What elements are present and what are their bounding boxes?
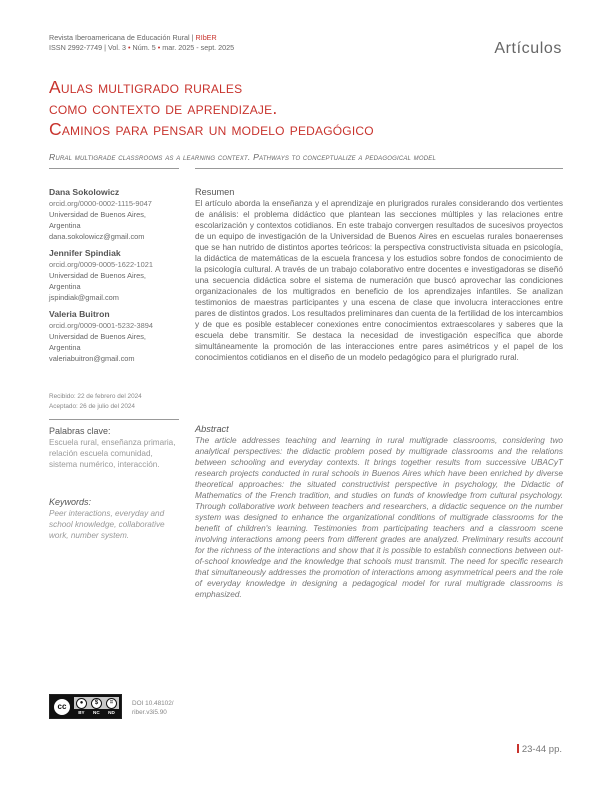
noncommercial-icon: $ (91, 698, 102, 709)
divider-left (49, 168, 179, 169)
author-name: Dana Sokolowicz (49, 187, 120, 197)
page-range-marker (517, 744, 519, 753)
author-country: Argentina (49, 282, 81, 291)
keywords-text: Peer interactions, everyday and school knowledge, collaborative work, number system. (49, 509, 165, 540)
by-label: BY (78, 710, 85, 715)
journal-issue: ISSN 2992-7749 | Vol. 3 • Núm. 5 • mar. 2025 - sept. 2025 (49, 43, 235, 52)
journal-abbr: RIbER (195, 33, 217, 42)
author-country: Argentina (49, 343, 81, 352)
author-country: Argentina (49, 221, 81, 230)
abstract-heading: Resumen (195, 187, 235, 197)
author-name: Valeria Buitron (49, 309, 110, 319)
divider-dates (49, 419, 179, 420)
author-email[interactable]: dana.sokolowicz@gmail.com (49, 232, 145, 241)
doi[interactable]: DOI 10.48102/ riber.v3i5.90 (132, 700, 174, 716)
page-range: 23-44 pp. (517, 744, 562, 755)
author-orcid-link[interactable]: orcid.org/0000-0002-1115-9047 (49, 199, 152, 208)
author-orcid-link[interactable]: orcid.org/0009-0005-1622-1021 (49, 260, 153, 269)
keywords-text: Escuela rural, enseñanza primaria, relación escuela comunidad, sistema numérico, interacción. (49, 438, 176, 469)
creative-commons-badge[interactable] (49, 694, 122, 719)
nc-label: NC (93, 710, 100, 715)
nd-label: ND (108, 710, 115, 715)
abstract-text: The article addresses teaching and learning in rural multigrade classrooms, considering two analytical perspectives: the didactic problem posed by multigrade classrooms and the relations between schooling and everyday contexts. It brings together results from successive UBACyT research projects conducted in rural schools in Buenos Aires which have been enriched by diverse theoretical approaches: the situated constructivist perspective in psychology, the Didactic of Mathematics of the French tradition, and studies on funds of knowledge from cultural psychology. Through collaborative work between teachers and researchers, a didactic sequence on the number system was designed to enhance the organizational conditions of multigrade classrooms for the benefit of children's learning. Testimonies from participating teachers and a classroom scene involving interactions among peers from different grades are analyzed. Preliminary results account for the richness of the interactions and show that it is possible to establish connections between out-of-school knowledge and the knowledge that schools must transmit. The need for specific research that simultaneously addresses the promotion of interactions among asymmetrical peers and the role of everyday knowledge in designing a pedagogical model for rural multigrade classrooms is emphasized. (195, 436, 563, 599)
author-affiliation: Universidad de Buenos Aires, (49, 271, 146, 280)
author-affiliation: Universidad de Buenos Aires, (49, 210, 146, 219)
abstract-spanish (195, 186, 563, 363)
keywords-english (49, 497, 179, 541)
author-affiliation: Universidad de Buenos Aires, (49, 332, 146, 341)
keywords-heading: Keywords: (49, 497, 92, 507)
journal-name: Revista Iberoamericana de Educación Rural | RIbER (49, 33, 217, 42)
author-entry (49, 247, 189, 303)
author-name: Jennifer Spindiak (49, 248, 121, 258)
abstract-text: El artículo aborda la enseñanza y el aprendizaje en plurigrados rurales considerando dos vertientes de análisis: el problema didáctico que plantean las secciones múltiples y las relaciones entre escolarización y contextos cotidianos. En este trabajo convergen resultados de sucesivos proyectos de un equipo de investigación de la Universidad de Buenos Aires en escuelas rurales bonaerenses que se han nutrido de distintos aportes teóricos: la perspectiva constructivista situada en psicología, la didáctica de matemáticas de la escuela francesa y los estudios sobre fondos de conocimiento de la psicología cultural. A través de un trabajo colaborativo entre docentes e investigadoras se diseñó una secuencia didáctica sobre el sistema de numeración que buscó aprovechar las condiciones organizacionales de los multigrados en beneficio de los aprendizajes infantiles. Se analizan testimonios de maestras participantes y una escena de clase que involucra interacciones entre pares de distintos grados. Los resultados preliminares dan cuenta de la fertilidad de los intercambios y de que es posible establecer conexiones entre conocimientos extraescolares y saberes que la escuela debe transmitir. Se destaca la necesidad de investigación específica que aborde simultáneamente la promoción de las interacciones entre pares asimétricos y el papel de los conocimientos cotidianos en el diseño de un modelo pedagógico para el plurigrado rural. (195, 199, 563, 362)
cc-icon: cc (52, 697, 72, 717)
author-email[interactable]: jspindiak@gmail.com (49, 293, 119, 302)
author-list (49, 186, 189, 369)
author-entry (49, 308, 189, 364)
abstract-heading: Abstract (195, 424, 229, 434)
accepted-date: Aceptado: 26 de julio del 2024 (49, 403, 135, 410)
attribution-icon: ● (76, 698, 87, 709)
article-title: Aulas multigrado rurales como contexto de aprendizaje. Caminos para pensar un modelo pedagógico (49, 77, 374, 139)
article-title-english: Rural multigrade classrooms as a learning context. Pathways to conceptualize a pedagogical model (49, 152, 437, 162)
abstract-english (195, 423, 563, 600)
noderivatives-icon: = (106, 698, 117, 709)
author-orcid-link[interactable]: orcid.org/0009-0001-5232-3894 (49, 321, 153, 330)
author-entry (49, 186, 189, 242)
section-label: Artículos (494, 40, 562, 57)
divider-right (195, 168, 563, 169)
keywords-spanish (49, 426, 179, 470)
received-date: Recibido: 22 de febrero del 2024 (49, 393, 142, 400)
author-email[interactable]: valeriabuitron@gmail.com (49, 354, 135, 363)
cc-conditions (74, 697, 119, 716)
keywords-heading: Palabras clave: (49, 426, 111, 436)
article-dates (49, 392, 142, 412)
journal-header (49, 33, 234, 53)
